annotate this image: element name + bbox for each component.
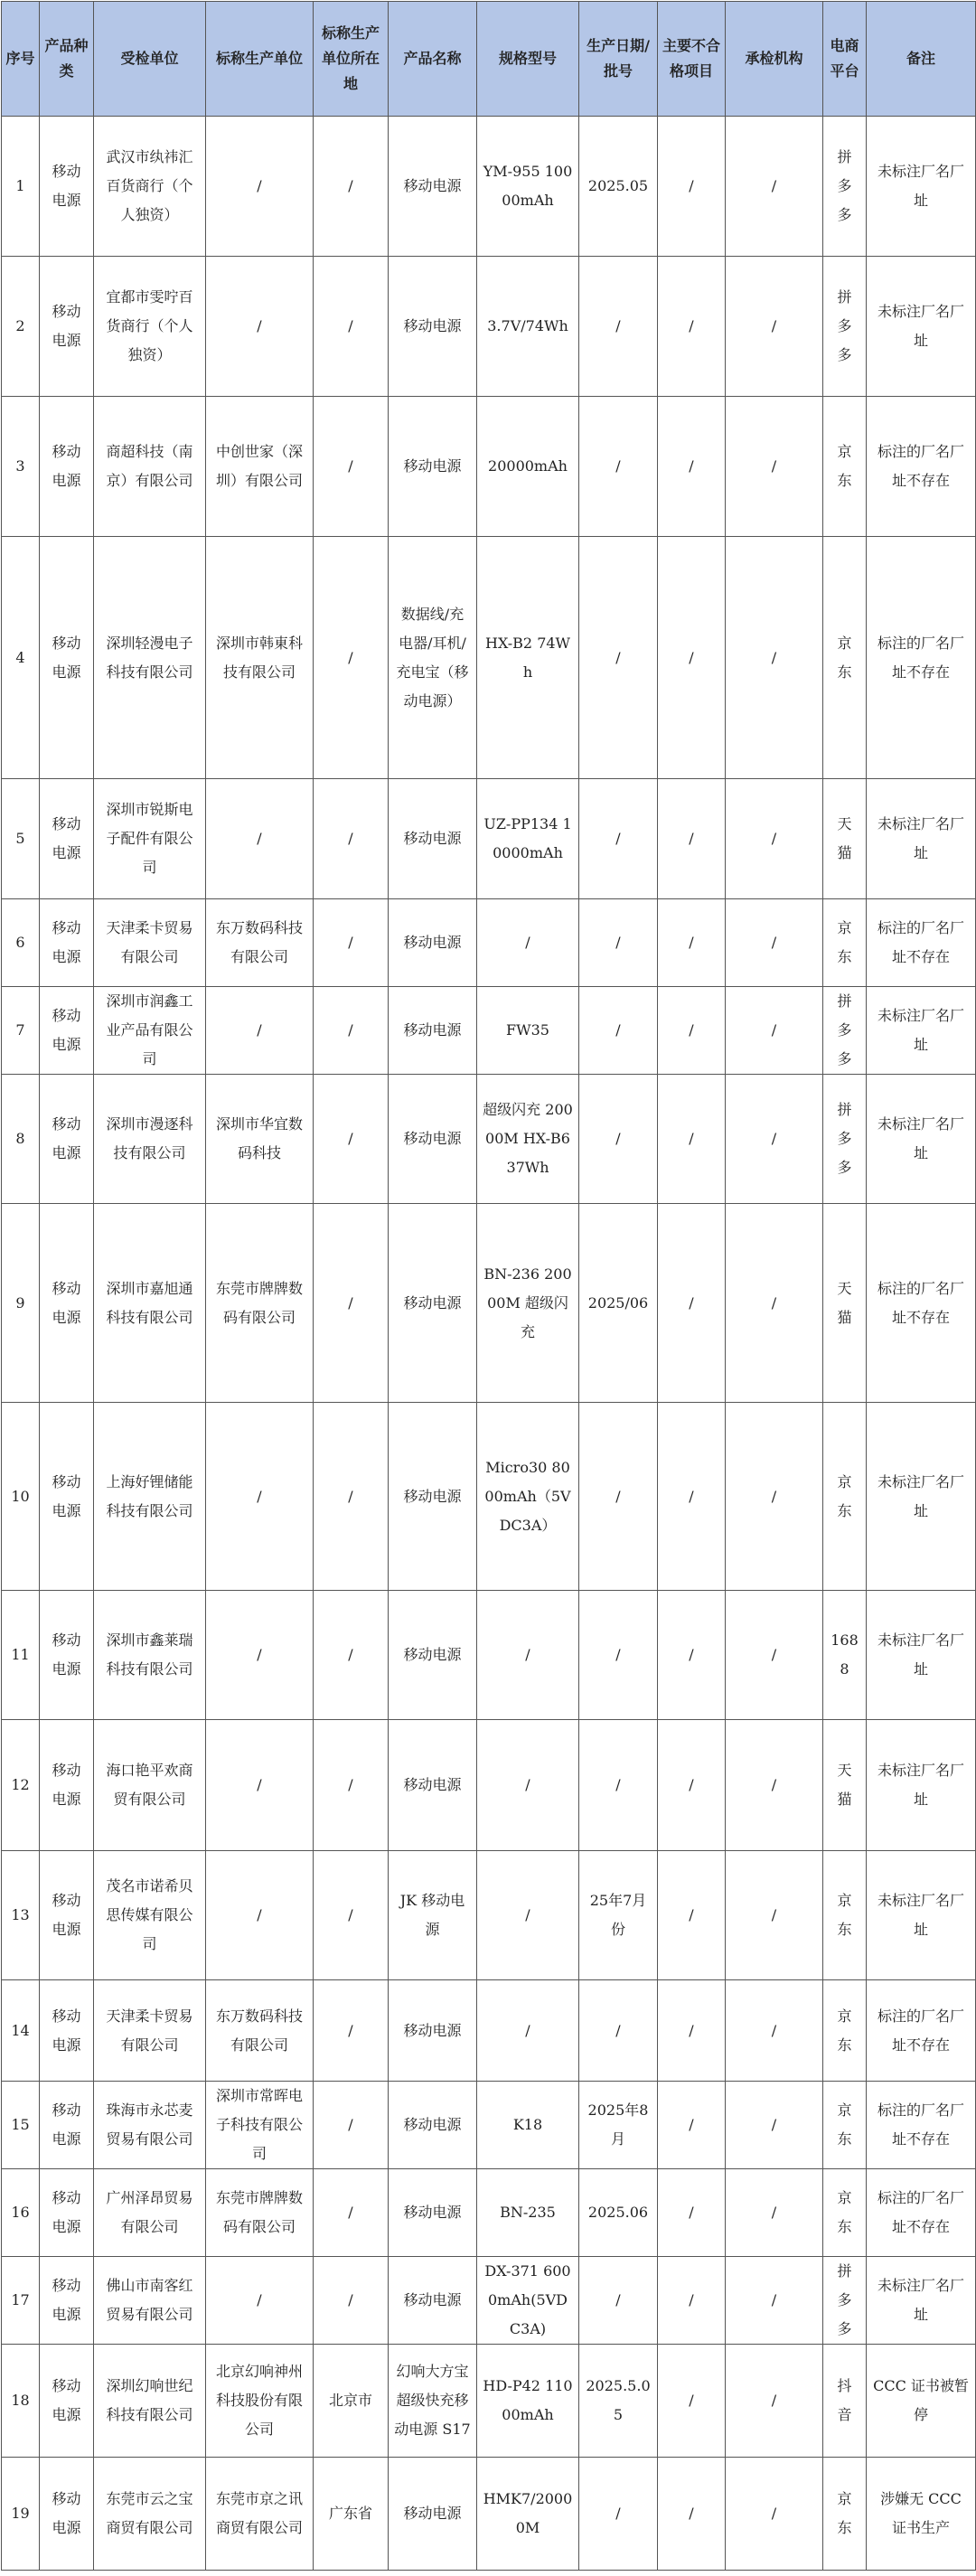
cell-manufacturer-location: / (314, 1403, 389, 1591)
cell-product-name: 移动电源 (389, 397, 477, 537)
cell-inspection-agency: / (726, 2458, 823, 2571)
cell-inspection-agency: / (726, 2345, 823, 2458)
cell-inspection-agency: / (726, 779, 823, 899)
cell-remarks: 标注的厂名厂址不存在 (867, 397, 976, 537)
cell-remarks: 标注的厂名厂址不存在 (867, 537, 976, 779)
cell-manufacturer: / (206, 117, 314, 257)
table-row (2, 1403, 976, 1591)
cell-remarks: 涉嫌无 CCC 证书生产 (867, 2458, 976, 2571)
cell-inspected-unit: 深圳市漫逐科技有限公司 (94, 1075, 206, 1204)
cell-product-category: 移动电源 (40, 899, 94, 987)
cell-product-category: 移动电源 (40, 397, 94, 537)
cell-product-category: 移动电源 (40, 2257, 94, 2345)
cell-platform: 京东 (823, 537, 867, 779)
cell-inspection-agency: / (726, 397, 823, 537)
table-row (2, 1851, 976, 1980)
cell-manufacturer-location: / (314, 899, 389, 987)
cell-nonconformity: / (658, 1075, 726, 1204)
cell-nonconformity: / (658, 257, 726, 397)
cell-production-date: 2025.5.05 (579, 2345, 658, 2458)
cell-inspection-agency: / (726, 899, 823, 987)
cell-platform: 拼多多 (823, 1075, 867, 1204)
cell-product-name: 移动电源 (389, 779, 477, 899)
cell-product-name: 移动电源 (389, 1204, 477, 1403)
cell-product-name: 移动电源 (389, 1075, 477, 1204)
cell-serial: 14 (2, 1980, 40, 2082)
cell-serial: 19 (2, 2458, 40, 2571)
cell-manufacturer: 东万数码科技有限公司 (206, 899, 314, 987)
cell-production-date: / (579, 1720, 658, 1851)
cell-manufacturer: / (206, 2257, 314, 2345)
cell-inspected-unit: 佛山市南客红贸易有限公司 (94, 2257, 206, 2345)
cell-manufacturer-location: 北京市 (314, 2345, 389, 2458)
cell-production-date: / (579, 257, 658, 397)
cell-product-category: 移动电源 (40, 117, 94, 257)
cell-manufacturer-location: / (314, 1720, 389, 1851)
cell-product-category: 移动电源 (40, 1403, 94, 1591)
cell-product-name: 移动电源 (389, 2082, 477, 2169)
header-serial: 序号 (2, 2, 40, 117)
cell-product-name: 移动电源 (389, 987, 477, 1075)
cell-remarks: 未标注厂名厂址 (867, 1403, 976, 1591)
cell-model: K18 (477, 2082, 579, 2169)
table-row (2, 2257, 976, 2345)
cell-platform: 抖音 (823, 2345, 867, 2458)
cell-product-name: 数据线/充电器/耳机/充电宝（移动电源） (389, 537, 477, 779)
cell-nonconformity: / (658, 1403, 726, 1591)
cell-serial: 11 (2, 1591, 40, 1720)
cell-remarks: 未标注厂名厂址 (867, 779, 976, 899)
cell-inspected-unit: 武汉市纨祎汇百货商行（个人独资） (94, 117, 206, 257)
cell-platform: 拼多多 (823, 117, 867, 257)
cell-product-name: JK 移动电源 (389, 1851, 477, 1980)
cell-model: 3.7V/74Wh (477, 257, 579, 397)
cell-inspected-unit: 珠海市永芯麦贸易有限公司 (94, 2082, 206, 2169)
cell-production-date: 2025年8月 (579, 2082, 658, 2169)
cell-product-category: 移动电源 (40, 537, 94, 779)
cell-production-date: / (579, 397, 658, 537)
cell-inspection-agency: / (726, 2082, 823, 2169)
cell-product-name: 移动电源 (389, 2458, 477, 2571)
cell-product-name: 移动电源 (389, 1403, 477, 1591)
cell-remarks: 未标注厂名厂址 (867, 1075, 976, 1204)
cell-production-date: / (579, 899, 658, 987)
cell-manufacturer-location: / (314, 1075, 389, 1204)
cell-platform: 京东 (823, 2082, 867, 2169)
cell-product-name: 移动电源 (389, 1980, 477, 2082)
cell-manufacturer: / (206, 1591, 314, 1720)
header-product-name: 产品名称 (389, 2, 477, 117)
cell-nonconformity: / (658, 2458, 726, 2571)
cell-inspection-agency: / (726, 1591, 823, 1720)
cell-model: / (477, 1591, 579, 1720)
cell-nonconformity: / (658, 987, 726, 1075)
cell-nonconformity: / (658, 1591, 726, 1720)
cell-product-category: 移动电源 (40, 1591, 94, 1720)
cell-manufacturer-location: / (314, 1980, 389, 2082)
cell-production-date: / (579, 1591, 658, 1720)
cell-inspected-unit: 宜都市雯咛百货商行（个人独资） (94, 257, 206, 397)
cell-manufacturer-location: / (314, 1851, 389, 1980)
cell-platform: 1688 (823, 1591, 867, 1720)
cell-production-date: / (579, 1403, 658, 1591)
table-row (2, 1720, 976, 1851)
header-inspection-agency: 承检机构 (726, 2, 823, 117)
cell-remarks: 未标注厂名厂址 (867, 1851, 976, 1980)
cell-manufacturer: 东莞市京之讯商贸有限公司 (206, 2458, 314, 2571)
cell-model: / (477, 1980, 579, 2082)
cell-product-category: 移动电源 (40, 257, 94, 397)
cell-production-date: 2025.06 (579, 2169, 658, 2257)
cell-manufacturer: / (206, 1720, 314, 1851)
cell-inspection-agency: / (726, 1851, 823, 1980)
table-row (2, 2345, 976, 2458)
cell-inspected-unit: 深圳幻响世纪科技有限公司 (94, 2345, 206, 2458)
cell-serial: 8 (2, 1075, 40, 1204)
cell-product-name: 移动电源 (389, 257, 477, 397)
table-row (2, 2169, 976, 2257)
cell-remarks: 标注的厂名厂址不存在 (867, 2082, 976, 2169)
cell-inspected-unit: 广州泽昂贸易有限公司 (94, 2169, 206, 2257)
cell-manufacturer-location: / (314, 397, 389, 537)
cell-inspection-agency: / (726, 1075, 823, 1204)
cell-inspection-agency: / (726, 117, 823, 257)
cell-product-category: 移动电源 (40, 2169, 94, 2257)
cell-inspection-agency: / (726, 2257, 823, 2345)
cell-remarks: 标注的厂名厂址不存在 (867, 1980, 976, 2082)
cell-model: HX-B2 74Wh (477, 537, 579, 779)
cell-nonconformity: / (658, 2257, 726, 2345)
cell-nonconformity: / (658, 1720, 726, 1851)
table-row (2, 2082, 976, 2169)
cell-platform: 京东 (823, 2169, 867, 2257)
cell-remarks: 标注的厂名厂址不存在 (867, 899, 976, 987)
cell-production-date: / (579, 537, 658, 779)
cell-inspected-unit: 海口艳平欢商贸有限公司 (94, 1720, 206, 1851)
cell-remarks: 标注的厂名厂址不存在 (867, 2169, 976, 2257)
cell-platform: 京东 (823, 1403, 867, 1591)
cell-production-date: / (579, 2458, 658, 2571)
cell-platform: 京东 (823, 899, 867, 987)
cell-product-name: 移动电源 (389, 117, 477, 257)
cell-manufacturer-location: / (314, 2169, 389, 2257)
cell-inspected-unit: 深圳市润鑫工业产品有限公司 (94, 987, 206, 1075)
cell-inspection-agency: / (726, 1403, 823, 1591)
cell-remarks: 标注的厂名厂址不存在 (867, 1204, 976, 1403)
cell-product-name: 移动电源 (389, 899, 477, 987)
cell-production-date: 2025.05 (579, 117, 658, 257)
cell-product-category: 移动电源 (40, 779, 94, 899)
cell-model: BN-235 (477, 2169, 579, 2257)
cell-nonconformity: / (658, 1851, 726, 1980)
cell-product-category: 移动电源 (40, 2082, 94, 2169)
cell-serial: 3 (2, 397, 40, 537)
cell-inspection-agency: / (726, 1720, 823, 1851)
cell-inspection-agency: / (726, 987, 823, 1075)
cell-model: FW35 (477, 987, 579, 1075)
table-row (2, 899, 976, 987)
header-inspected-unit: 受检单位 (94, 2, 206, 117)
cell-product-category: 移动电源 (40, 1980, 94, 2082)
inspection-results-table (1, 1, 976, 2571)
header-product-category: 产品种类 (40, 2, 94, 117)
cell-nonconformity: / (658, 899, 726, 987)
cell-model: HD-P42 11000mAh (477, 2345, 579, 2458)
cell-product-category: 移动电源 (40, 2345, 94, 2458)
table-body (2, 117, 976, 2571)
cell-serial: 9 (2, 1204, 40, 1403)
cell-manufacturer-location: / (314, 987, 389, 1075)
table-row (2, 1204, 976, 1403)
cell-platform: 京东 (823, 2458, 867, 2571)
cell-manufacturer: / (206, 1403, 314, 1591)
cell-serial: 4 (2, 537, 40, 779)
cell-nonconformity: / (658, 779, 726, 899)
table-row (2, 2458, 976, 2571)
cell-production-date: / (579, 1075, 658, 1204)
table-row (2, 1591, 976, 1720)
header-model: 规格型号 (477, 2, 579, 117)
cell-product-category: 移动电源 (40, 1075, 94, 1204)
cell-production-date: / (579, 987, 658, 1075)
cell-manufacturer: / (206, 779, 314, 899)
cell-inspection-agency: / (726, 537, 823, 779)
cell-serial: 2 (2, 257, 40, 397)
cell-inspected-unit: 深圳市锐斯电子配件有限公司 (94, 779, 206, 899)
cell-product-category: 移动电源 (40, 1851, 94, 1980)
cell-model: / (477, 899, 579, 987)
cell-inspected-unit: 商超科技（南京）有限公司 (94, 397, 206, 537)
cell-manufacturer: 深圳市华宜数码科技 (206, 1075, 314, 1204)
cell-platform: 拼多多 (823, 2257, 867, 2345)
table-row (2, 537, 976, 779)
cell-serial: 16 (2, 2169, 40, 2257)
cell-nonconformity: / (658, 1204, 726, 1403)
cell-inspection-agency: / (726, 257, 823, 397)
header-platform: 电商平台 (823, 2, 867, 117)
cell-manufacturer: 中创世家（深圳）有限公司 (206, 397, 314, 537)
cell-platform: 京东 (823, 1851, 867, 1980)
cell-platform: 天猫 (823, 1204, 867, 1403)
cell-model: BN-236 20000M 超级闪充 (477, 1204, 579, 1403)
header-manufacturer: 标称生产单位 (206, 2, 314, 117)
cell-inspected-unit: 深圳市嘉旭通科技有限公司 (94, 1204, 206, 1403)
cell-manufacturer-location: / (314, 117, 389, 257)
cell-manufacturer-location: / (314, 1591, 389, 1720)
cell-manufacturer-location: 广东省 (314, 2458, 389, 2571)
cell-serial: 6 (2, 899, 40, 987)
cell-product-category: 移动电源 (40, 2458, 94, 2571)
cell-manufacturer: 北京幻响神州科技股份有限公司 (206, 2345, 314, 2458)
cell-serial: 7 (2, 987, 40, 1075)
header-manufacturer-location: 标称生产单位所在地 (314, 2, 389, 117)
cell-inspection-agency: / (726, 1980, 823, 2082)
cell-inspection-agency: / (726, 2169, 823, 2257)
cell-inspection-agency: / (726, 1204, 823, 1403)
table-row (2, 397, 976, 537)
cell-remarks: CCC 证书被暂停 (867, 2345, 976, 2458)
cell-product-name: 移动电源 (389, 1720, 477, 1851)
cell-production-date: 2025/06 (579, 1204, 658, 1403)
cell-model: HMK7/20000M (477, 2458, 579, 2571)
cell-inspected-unit: 深圳轻漫电子科技有限公司 (94, 537, 206, 779)
cell-nonconformity: / (658, 2169, 726, 2257)
cell-manufacturer-location: / (314, 2082, 389, 2169)
table-row (2, 257, 976, 397)
cell-remarks: 未标注厂名厂址 (867, 1720, 976, 1851)
cell-serial: 10 (2, 1403, 40, 1591)
cell-inspected-unit: 深圳市鑫莱瑞科技有限公司 (94, 1591, 206, 1720)
cell-serial: 15 (2, 2082, 40, 2169)
cell-remarks: 未标注厂名厂址 (867, 987, 976, 1075)
cell-inspected-unit: 上海好锂储能科技有限公司 (94, 1403, 206, 1591)
cell-product-name: 幻响大方宝超级快充移动电源 S17 (389, 2345, 477, 2458)
cell-inspected-unit: 东莞市云之宝商贸有限公司 (94, 2458, 206, 2571)
cell-product-category: 移动电源 (40, 1720, 94, 1851)
cell-product-category: 移动电源 (40, 987, 94, 1075)
cell-manufacturer: 东万数码科技有限公司 (206, 1980, 314, 2082)
cell-manufacturer: / (206, 987, 314, 1075)
cell-platform: 拼多多 (823, 987, 867, 1075)
cell-remarks: 未标注厂名厂址 (867, 2257, 976, 2345)
cell-nonconformity: / (658, 1980, 726, 2082)
cell-production-date: / (579, 779, 658, 899)
header-remarks: 备注 (867, 2, 976, 117)
cell-manufacturer-location: / (314, 779, 389, 899)
cell-manufacturer: 深圳市常晖电子科技有限公司 (206, 2082, 314, 2169)
cell-serial: 5 (2, 779, 40, 899)
cell-model: / (477, 1851, 579, 1980)
cell-model: YM-955 10000mAh (477, 117, 579, 257)
cell-serial: 1 (2, 117, 40, 257)
cell-nonconformity: / (658, 2345, 726, 2458)
table-row (2, 117, 976, 257)
cell-manufacturer: 深圳市韩東科技有限公司 (206, 537, 314, 779)
cell-product-name: 移动电源 (389, 1591, 477, 1720)
cell-platform: 天猫 (823, 779, 867, 899)
cell-manufacturer-location: / (314, 2257, 389, 2345)
cell-manufacturer-location: / (314, 257, 389, 397)
cell-remarks: 未标注厂名厂址 (867, 257, 976, 397)
cell-model: DX-371 6000mAh(5VDC3A) (477, 2257, 579, 2345)
cell-serial: 13 (2, 1851, 40, 1980)
cell-serial: 18 (2, 2345, 40, 2458)
header-production-date: 生产日期/批号 (579, 2, 658, 117)
cell-product-name: 移动电源 (389, 2169, 477, 2257)
cell-remarks: 未标注厂名厂址 (867, 117, 976, 257)
cell-manufacturer: 东莞市牌牌数码有限公司 (206, 2169, 314, 2257)
cell-production-date: / (579, 1980, 658, 2082)
cell-model: 20000mAh (477, 397, 579, 537)
cell-nonconformity: / (658, 2082, 726, 2169)
table-row (2, 779, 976, 899)
cell-platform: 拼多多 (823, 257, 867, 397)
cell-model: 超级闪充 20000M HX-B6 37Wh (477, 1075, 579, 1204)
cell-platform: 天猫 (823, 1720, 867, 1851)
table-header-row (2, 2, 976, 117)
header-nonconformity: 主要不合格项目 (658, 2, 726, 117)
cell-product-category: 移动电源 (40, 1204, 94, 1403)
table-row (2, 987, 976, 1075)
cell-production-date: / (579, 2257, 658, 2345)
cell-model: / (477, 1720, 579, 1851)
cell-manufacturer-location: / (314, 1204, 389, 1403)
cell-manufacturer: / (206, 257, 314, 397)
cell-manufacturer: / (206, 1851, 314, 1980)
cell-inspected-unit: 茂名市诺希贝思传媒有限公司 (94, 1851, 206, 1980)
cell-nonconformity: / (658, 537, 726, 779)
cell-model: Micro30 8000mAh（5VDC3A） (477, 1403, 579, 1591)
cell-production-date: 25年7月份 (579, 1851, 658, 1980)
cell-platform: 京东 (823, 1980, 867, 2082)
cell-inspected-unit: 天津柔卡贸易有限公司 (94, 899, 206, 987)
cell-manufacturer-location: / (314, 537, 389, 779)
cell-nonconformity: / (658, 117, 726, 257)
cell-serial: 17 (2, 2257, 40, 2345)
cell-manufacturer: 东莞市牌牌数码有限公司 (206, 1204, 314, 1403)
cell-remarks: 未标注厂名厂址 (867, 1591, 976, 1720)
cell-nonconformity: / (658, 397, 726, 537)
table-row (2, 1980, 976, 2082)
table-row (2, 1075, 976, 1204)
cell-model: UZ-PP134 10000mAh (477, 779, 579, 899)
cell-platform: 京东 (823, 397, 867, 537)
cell-inspected-unit: 天津柔卡贸易有限公司 (94, 1980, 206, 2082)
cell-product-name: 移动电源 (389, 2257, 477, 2345)
cell-serial: 12 (2, 1720, 40, 1851)
